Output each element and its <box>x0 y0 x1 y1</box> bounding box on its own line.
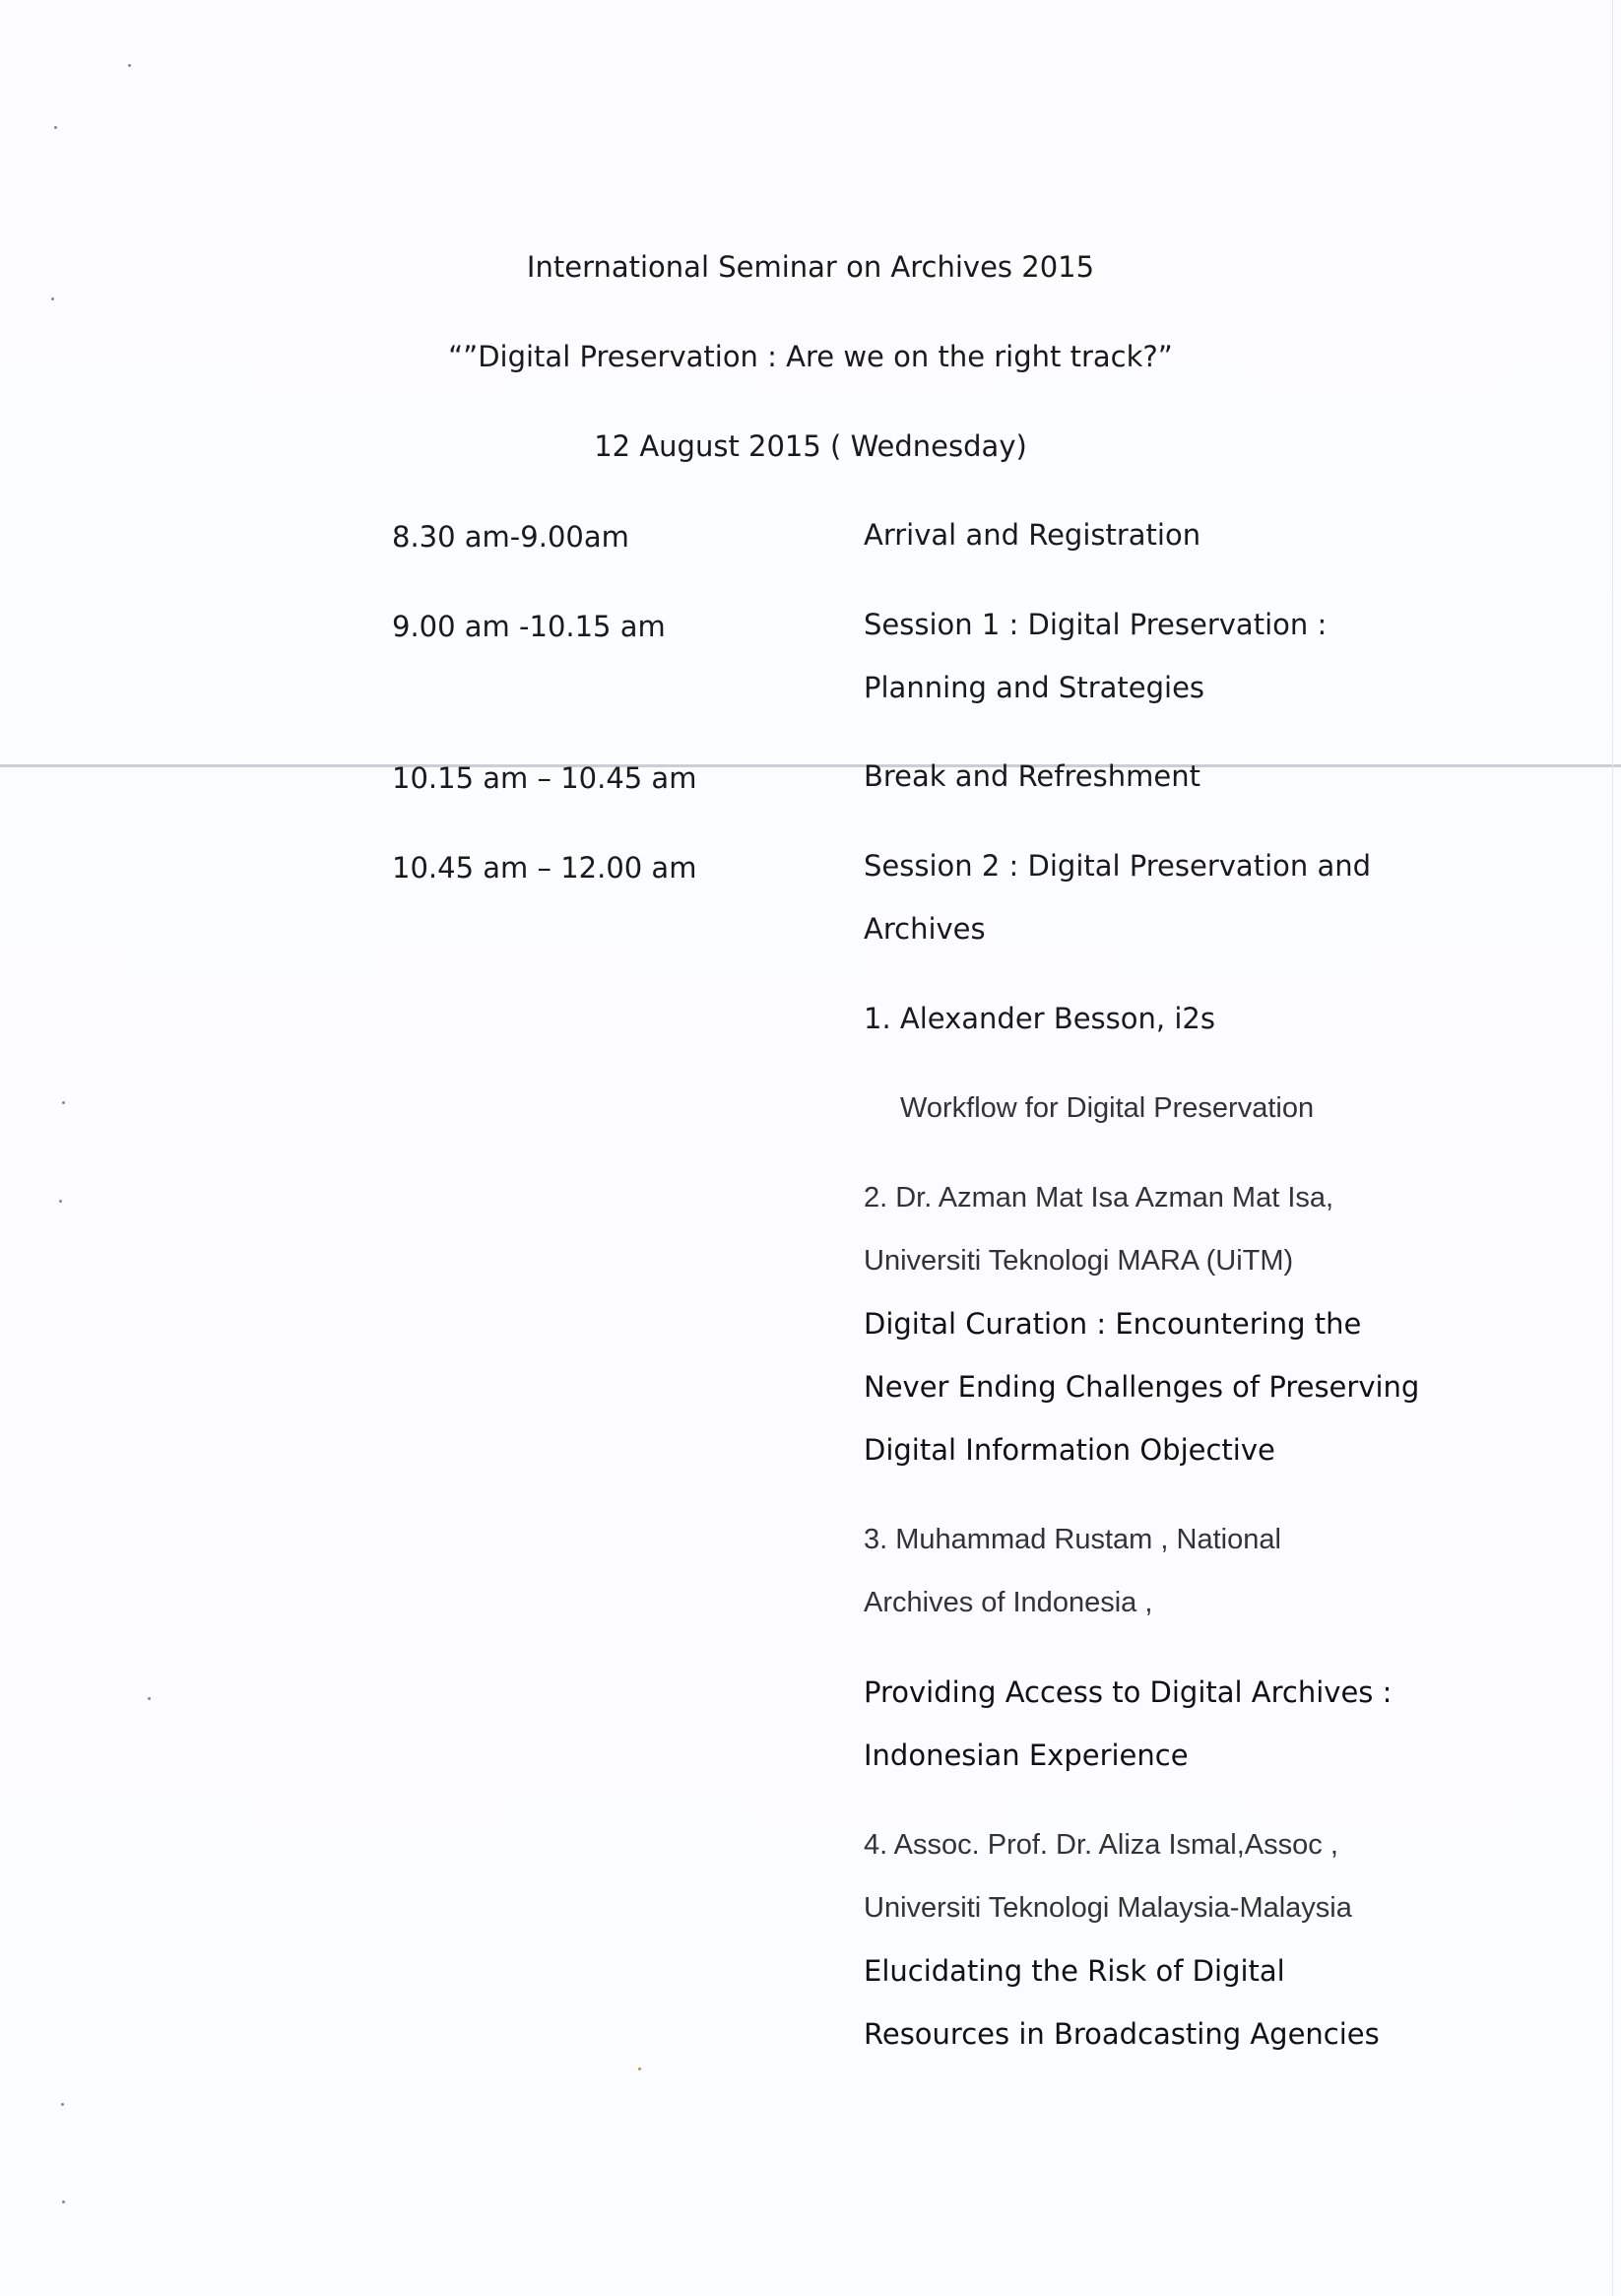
speaker-topic: Digital Curation : Encountering the <box>864 1307 1362 1341</box>
speaker-name: 4. Assoc. Prof. Dr. Aliza Ismal,Assoc , <box>864 1829 1338 1861</box>
speaker-name: 1. Alexander Besson, i2s <box>864 1002 1215 1035</box>
speaker-topic: Workflow for Digital Preservation <box>900 1092 1315 1124</box>
seminar-theme: “”Digital Preservation : Are we on the right track?” <box>448 340 1173 373</box>
schedule-time: 8.30 am-9.00am <box>392 520 629 554</box>
speaker-topic: Never Ending Challenges of Preserving <box>864 1370 1420 1404</box>
scan-speck <box>62 2200 65 2203</box>
scan-speck <box>148 1697 151 1700</box>
scan-speck <box>61 2103 64 2106</box>
scan-speck <box>128 64 131 67</box>
speaker-name: 3. Muhammad Rustam , National <box>864 1524 1281 1555</box>
scan-speck <box>59 1200 62 1203</box>
speaker-affiliation: Archives of Indonesia , <box>864 1587 1153 1618</box>
seminar-date: 12 August 2015 ( Wednesday) <box>594 429 1027 463</box>
scan-speck <box>638 2067 641 2070</box>
speaker-topic: Indonesian Experience <box>864 1738 1189 1772</box>
schedule-event: Archives <box>864 912 986 946</box>
scan-speck <box>62 1101 65 1104</box>
speaker-affiliation: Universiti Teknologi Malaysia-Malaysia <box>864 1892 1352 1924</box>
schedule-event: Session 1 : Digital Preservation : <box>864 608 1328 641</box>
paper-fold-line <box>0 764 1621 767</box>
speaker-affiliation: Universiti Teknologi MARA (UiTM) <box>864 1245 1294 1277</box>
seminar-title: International Seminar on Archives 2015 <box>526 250 1095 284</box>
schedule-event: Break and Refreshment <box>864 759 1200 793</box>
schedule-time: 10.45 am – 12.00 am <box>392 851 697 885</box>
schedule-event: Planning and Strategies <box>864 671 1205 704</box>
schedule-event: Session 2 : Digital Preservation and <box>864 849 1372 883</box>
scan-speck <box>51 297 54 300</box>
speaker-topic: Resources in Broadcasting Agencies <box>864 2017 1380 2051</box>
speaker-name: 2. Dr. Azman Mat Isa Azman Mat Isa, <box>864 1182 1334 1214</box>
schedule-time: 10.15 am – 10.45 am <box>392 761 697 795</box>
schedule-event: Arrival and Registration <box>864 518 1201 552</box>
speaker-topic: Elucidating the Risk of Digital <box>864 1954 1285 1988</box>
speaker-topic: Digital Information Objective <box>864 1433 1275 1467</box>
speaker-topic: Providing Access to Digital Archives : <box>864 1675 1393 1709</box>
scan-speck <box>54 126 57 129</box>
schedule-time: 9.00 am -10.15 am <box>392 610 666 643</box>
